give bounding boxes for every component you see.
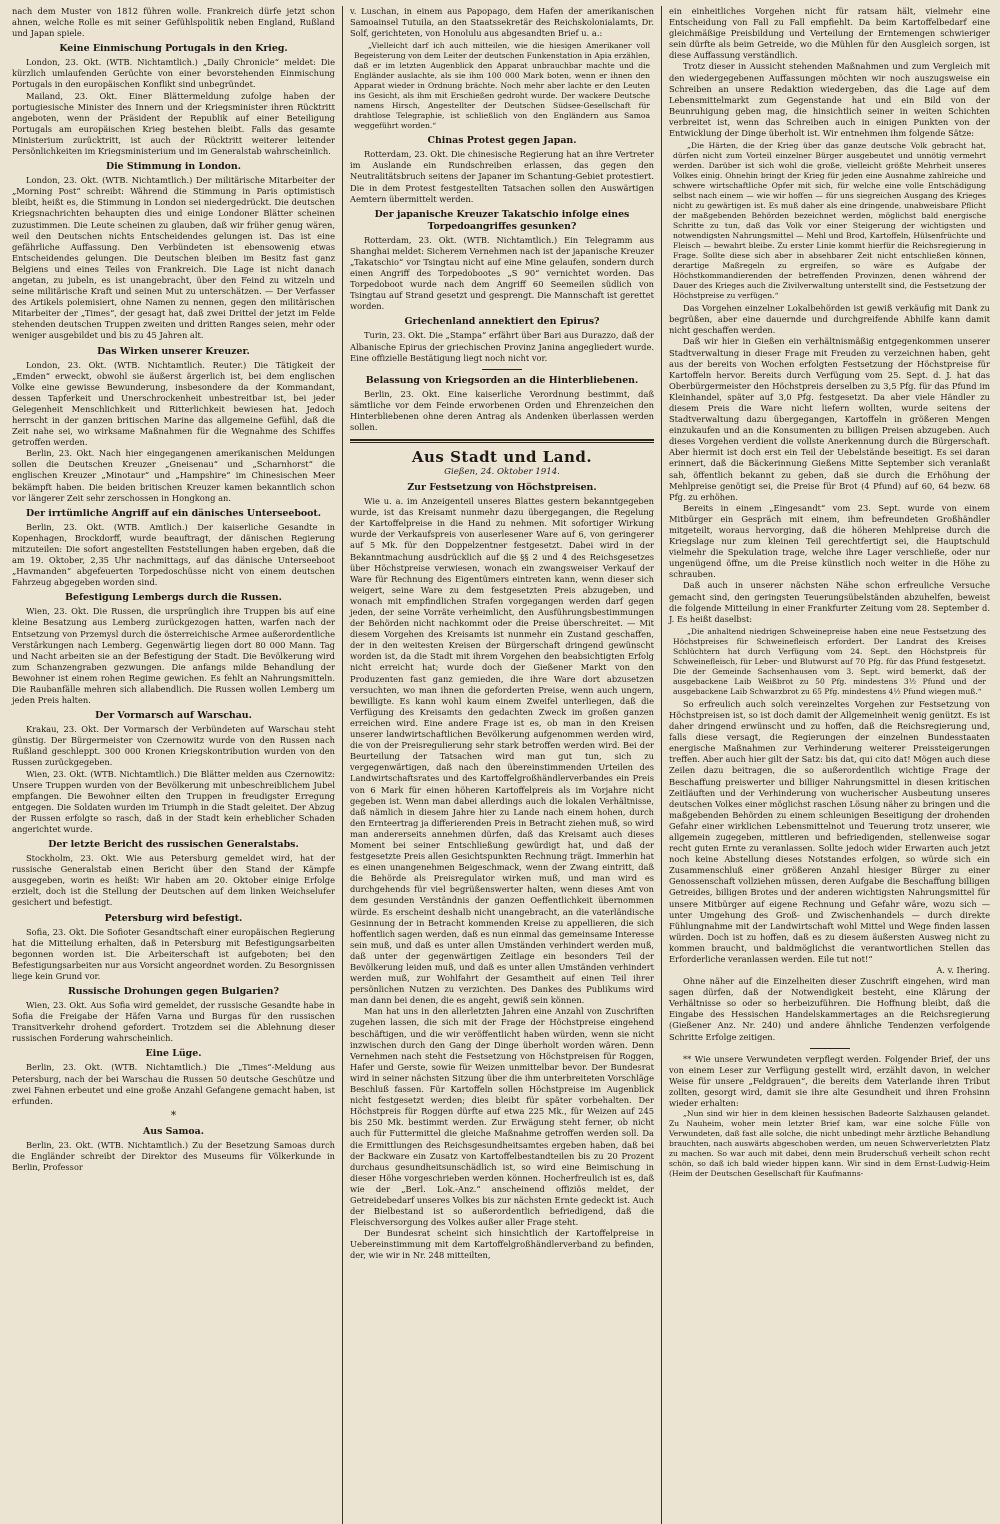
heavy-rule [350, 439, 654, 441]
column-2 [342, 6, 662, 1524]
article-headline: Belassung von Kriegsorden an die Hinterbliebenen. [365, 374, 639, 386]
article-paragraph: Wien, 23. Okt. Die Russen, die ursprünglich ihre Truppen bis auf eine kleine Besatzung aus Lemberg zurückgezogen hatten, warfen nach der Entsetzung von Przemysl durch die österreichische Armee außerordentliche Verstärkungen nach Lemberg. Gegenwärtig liegen dort 80 000 Mann. Tag und Nacht arbeiten sie an der Befestigung der Stadt. Die Bevölkerung wird zum Schanzengraben gezwungen. Die anfangs milde Behandlung der Bewohner ist einem rohen Regime gewichen. Es fehlt an Nahrungsmitteln. Die Raubanfälle mehren sich allabendlich. Die Russen wollen Lemberg um jeden Preis halten. [12, 606, 335, 706]
article-paragraph: ** Wie unsere Verwundeten verpflegt werden. Folgender Brief, der uns von einem Leser zur Verfügung gestellt wird, erzählt davon, in welcher Weise für unsere „Feldgrauen“, die bereits dem Vaterlande ihren Tribut zollten, gesorgt wird, damit sie ihre alte Gesundheit und ihren Frohsinn wieder erhalten: [669, 1053, 990, 1109]
article-headline: Der Vormarsch auf Warschau. [95, 710, 252, 722]
short-divider [810, 1048, 850, 1049]
article-paragraph: Das Vorgehen einzelner Lokalbehörden ist gewiß verkäufig mit Dank zu begrüßen, aber eine dauernde und durchgreifende Abhilfe kann damit nicht geschaffen werden. [669, 303, 990, 336]
quote-paragraph: „Die anhaltend niedrigen Schweinepreise haben eine neue Festsetzung des Höchstpreises für Schweinefleisch erfordert. Der Landrat des Kreises Schlüchtern hat durch Verfügung vom 24. Sept. den Höchstpreis für Schweinefleisch, für Leber- und Blutwurst auf 70 Pfg. für das Pfund festgesetzt. Die der Gemeinde Sachsenhausen vom 3. Sept. wird bemerkt, daß der ausgebackene Laib Weißbrot zu 50 Pfg. mindestens 3½ Pfund und der ausgebackene Laib Schwarzbrot zu 65 Pfg. mindestens 4½ Pfund wiegen muß.“ [673, 626, 986, 696]
article-paragraph: ein einheitliches Vorgehen nicht für ratsam hält, vielmehr eine Entscheidung von Fall zu Fall empfiehlt. Da beim Kartoffelbedarf eine gleichmäßige Preisbildung und Verteilung der Erntemengen schwieriger sein dürfte als beim Getreide, wo die Mühlen für den Ausgleich sorgen, ist diese Auffassung verständlich. [669, 6, 990, 61]
article-paragraph: London, 23. Okt. (WTB. Nichtamtlich. Reuter.) Die Tätigkeit der „Emden“ erweckt, obwohl sie äußerst ärgerlich ist, bei dem englischen Volke eine gewisse Bewunderung, insbesondere da der Kommandant, dessen Tapferkeit und Unerschrockenheit unbestreitbar ist, bei jeder Gelegenheit Menschlichkeit und Ritterlichkeit bewiesen hat. Jedoch herrscht in der ganzen britischen Marine das allgemeine Gefühl, daß die Zeit nahe sei, wo wirksame Maßnahmen für die Wegnahme des Schiffes getroffen werden. [12, 359, 335, 448]
article-paragraph: Wie u. a. im Anzeigenteil unseres Blattes gestern bekanntgegeben wurde, ist das Kreisamt nunmehr dazu übergegangen, die Regelung der Kartoffelpreise in die Hand zu nehmen. Mit sofortiger Wirkung wurde der Verkaufspreis von auserlesener Ware auf 6, von geringerer auf 5 Mk. für den Doppelzentner festgesetzt. Dabei wird in der Bekanntmachung ausdrücklich auf die §§ 2 und 4 des Reichsgesetzes über Höchstpreise verwiesen, wonach ein zwangsweiser Verkauf der Ware für Rechnung des Eigentümers eintreten kann, wenn dieser sich weigert, seine Ware zu dem festgesetzten Preis abzugeben, und wonach mit empfindlichen Strafen vorgegangen werden darf gegen jeden, der seine Vorräte verheimlicht, den Ausführungsbestimmungen der Behörden nicht nachkommt oder die Preise überschreitet. — Mit diesem Vorgehen des Kreisamts ist nunmehr ein Zustand geschaffen, der in den weitesten Kreisen der Bürgerschaft dringend gewünscht worden ist, da die Stadt mit ihrem Vorgehen den beabsichtigten Erfolg nicht erreicht hat; wurde doch der Gießener Markt von den Produzenten fast ganz gemieden, die ihre Ware dort abzusetzen versuchten, wo man ihnen die geforderten Preise, wenn auch ungern, bewilligte. Es kann wohl kaum einem Zweifel unterliegen, daß die Verfügung des Kreisamts den gedachten Zweck im großen ganzen erreichen wird. Eine andere Frage ist es, ob man in den Kreisen unserer landwirtschaftlichen Bevölkerung aufgenommen werden wird, die von der Preisregulierung sehr stark betroffen werden wird. Bei der Beurteilung der Tatsachen wird man gut tun, sich zu vergegenwärtigen, daß nach den übereinstimmenden Urteilen des Landwirtschaftsrates und des Kartoffelgroßhändlerverbandes ein Preis von 6 Mark für einen höheren Kartoffelpreis als im Vorjahre nicht gegeben ist. Wenn man dabei allerdings auch die lokalen Verhältnisse, daß nämlich in diesem Jahre hier zu Lande nach einem hohen, durch den Ernteertrag ja differierenden Preis in Betracht ziehen muß, so wird man andererseits annehmen dürfen, daß das Kreisamt auch dieses Moment bei seiner Entschließung gewürdigt hat, und daß der festgesetzte Preis allen Gesichtspunkten Rechnung trägt. Immerhin hat es einen unangenehmen Beigeschmack, wenn der Zwang eintritt, daß die Behörde als Preisregulator wirken muß, und man wird es durchgehends für viel begrüßenswerter halten, wenn dieses Amt von dem gesunden Verständnis der ganzen Oeffentlichkeit übernommen würde. Es erscheint deshalb nicht unangebracht, an die vaterländische Gesinnung der in Betracht kommenden Kreise zu appellieren, die sich hoffentlich sagen werden, daß es nun einmal das gemeinsame Interesse sein muß, und daß es unter allen Umständen verhindert werden muß, daß unter der gegenwärtigen Zeitlage ein besonders Teil der Bevölkerung leiden muß, und daß es unter allen Umständen verhindert werden muß, zur Wohlfahrt der Gesamtheit auf einen Teil ihrer persönlichen Nutzen zu verzichten. Des Dankes des Publikums wird man dann bei denen, die es angeht, gewiß sein können. [350, 496, 654, 1006]
letter-paragraph: „Nun sind wir hier in dem kleinen hessischen Badeorte Salzhausen gelandet. Zu Nauheim, woher mein letzter Brief kam, war eine solche Fülle von Verwundeten, daß fast alle solche, die nicht unbedingt mehr ärztliche Behandlung brauchten, nach auswärts abgeschoben werden, um neuen Schwerverletzten Platz zu machen. So war auch mit dabei, denn mein Bruderschuß verheilt schon recht schön, so daß ich bald wieder hippen kann. Wir sind in dem Ernst-Ludwig-Heim (Heim der Deutschen Gesellschaft für Kaufmanns- [669, 1109, 990, 1179]
article-paragraph: Berlin, 23. Okt. Nach hier eingegangenen amerikanischen Meldungen sollen die Deutschen Kreuzer „Gneisenau“ und „Scharnhorst“ die englischen Kreuzer „Minotaur“ und „Hampshire“ im Chinesischen Meer bekämpft haben. Die beiden britischen Kreuzer kamen bekanntlich schon vor längerer Zeit sehr zerschossen in Hongkong an. [12, 448, 335, 503]
article-paragraph: Krakau, 23. Okt. Der Vormarsch der Verbündeten auf Warschau steht günstig. Der Bürgermeister von Czernowitz wurde von den Russen nach Rußland geschleppt. 300 000 Kronen Kriegskontribution wurden von den Russen zurückgegeben. [12, 724, 335, 768]
article-headline: Petersburg wird befestigt. [104, 912, 243, 924]
article-headline: Befestigung Lembergs durch die Russen. [65, 592, 282, 604]
article-paragraph: Trotz dieser in Aussicht stehenden Maßnahmen und zum Vergleich mit den wiedergegebenen Auffassungen möchten wir noch auszugsweise ein Schreiben an unsere Redaktion wiedergeben, das die Lage auf dem Lebensmittelmarkt zum Gegenstande hat und ein Bild von der Beunruhigung geben mag, die hinsichtlich seiner in weiten Schichten verbreitet ist, wenn das Schreiben auch in einigen Punkten von der Entwicklung der Dinge überholt ist. Wir entnehmen ihm folgende Sätze: [669, 61, 990, 139]
section-title: Aus Stadt und Land. [411, 448, 593, 467]
article-paragraph: So erfreulich auch solch vereinzeltes Vorgehen zur Festsetzung von Höchstpreisen ist, so ist doch damit der Allgemeinheit wenig genützt. Es ist daher dringend erwünscht und zu hoffen, daß die Reichsregierung und, falls diese versagt, die Regierungen der einzelnen Bundesstaaten energische Maßnahmen zur Verhinderung weiterer Preissteigerungen treffen. Aber auch hier gilt der Satz: bis dat, qui cito dat! Mögen auch diese Zeilen dazu beitragen, die so außerordentlich wichtige Frage der Beschaffung preiswerter und billiger Nahrungsmittel in diesen kritischen Zeitläuften und der Verhinderung von wucherischer Ausbeutung unseres deutschen Volkes einer möglichst raschen Lösung näher zu bringen und die maßgebenden Behörden zu einem schleunigen Beseitigung der drohenden Gefahr einer wirklichen Lebensmittelnot und Teuerung trotz unserer, wie allgemein zugegeben, mittleren und befriedigenden, stellenweise sogar recht guten Ernte zu veranlassen. Sollte jedoch wider Erwarten auch jetzt noch keine Abstellung dieses Notstandes erfolgen, so würde sich ein Zusammenschluß einer größeren Anzahl hiesiger Bürger zu einer Genossenschaft vollziehen müssen, deren Aufgabe die Beschaffung billigen Getreides, billigen Brotes und der anderen wichtigsten Nahrungsmittel für unsere Mitbürger auf eigene Rechnung und Gefahr wäre, wozu sich — unter Umgehung des Groß- und Zwischenhandels — durch direkte Fühlungnahme mit der Landwirtschaft wohl Mittel und Wege finden lassen würden. Doch ist zu hoffen, daß es zu diesem äußersten Ausweg nicht zu kommen braucht, und baldmöglichst die verantwortlichen Stellen das Erforderliche veranlassen werden. Eile tut not!“ [669, 698, 990, 964]
article-paragraph: Rotterdam, 23. Okt. Die chinesische Regierung hat an ihre Vertreter im Auslande ein Rundschreiben erlassen, das gegen den Neutralitätsbruch seitens der Japaner im Schantung-Gebiet protestiert. Die in dem Protest festgestellten Tatsachen sollen den Auswärtigen Aemtern übermittelt werden. [350, 149, 654, 204]
article-headline: Russische Drohungen gegen Bulgarien? [68, 986, 279, 998]
section-divider [350, 439, 654, 443]
article-paragraph: Berlin, 23. Okt. Eine kaiserliche Verordnung bestimmt, daß sämtliche vor dem Feinde erworbenen Orden und Ehrenzeichen den Hinterbliebenen ohne deren Antrag als Andenken überlassen werden sollen. [350, 388, 654, 432]
article-paragraph: Bereits in einem „Eingesandt“ vom 23. Sept. wurde von einem Mitbürger ein Gespräch mit einem, ihm befreundeten Großhändler mitgeteilt, woraus hervorging, daß die höheren Mehlpreise durch die Kriegslage nur zum kleinen Teil gerechtfertigt sei, die Hauptschuld vielmehr die Spekulation trage, welche ihre Lager verschließe, oder nur ungenügend öffne, um die Preise künstlich noch weiter in die Höhe zu schrauben. [669, 502, 990, 580]
article-paragraph: Turin, 23. Okt. Die „Stampa“ erfährt über Bari aus Durazzo, daß der Albanische Epirus der griechischen Provinz Janina angegliedert wurde. Eine offizielle Bestätigung liegt noch nicht vor. [350, 330, 654, 363]
article-paragraph: London, 23. Okt. (WTB. Nichtamtlich.) „Daily Chronicle“ meldet: Die kürzlich umlaufenden Gerüchte von einer bevorstehenden Einmischung Portugals in den europäischen Konflikt sind unbegründet. [12, 57, 335, 90]
article-paragraph: Stockholm, 23. Okt. Wie aus Petersburg gemeldet wird, hat der russische Generalstab einen Bericht über den Stand der Kämpfe ausgegeben, worin es heißt: Wir haben am 20. Oktober einige Erfolge erzielt, doch ist die Stellung der Deutschen auf dem linken Weichselufer gesichert und befestigt. [12, 853, 335, 908]
article-headline: Chinas Protest gegen Japan. [427, 135, 577, 147]
article-headline: Griechenland annektiert den Epirus? [404, 316, 600, 328]
article-headline: Der japanische Kreuzer Takatschio infolge eines Torpedoangriffes gesunken? [374, 208, 630, 232]
article-paragraph: Rotterdam, 23. Okt. (WTB. Nichtamtlich.) Ein Telegramm aus Shanghai meldet: Sicherem Vernehmen nach ist der japanische Kreuzer „Takatschio“ vor Tsingtau nicht auf eine Mine gelaufen, sondern durch einen Angriff des Torpedobootes „S 90“ vernichtet worden. Das Torpedoboot wurde nach dem Angriff 60 Seemeilen südlich von Tsingtau auf Strand gesetzt und gesprengt. Die Mannschaft ist gerettet worden. [350, 234, 654, 312]
quote-paragraph: „Vielleicht darf ich auch mitteilen, wie die hiesigen Amerikaner voll Begeisterung von dem Leiter der deutschen Funkenstation in Apia erzählen, daß er im letzten Augenblick den Apparat unbrauchbar machte und die Engländer auslachte, als sie ihm 100 000 Mark boten, wenn er ihnen den Apparat wieder in Ordnung brächte. Noch mehr aber lachte er den Leuten ins Gesicht, als ihm mit Erschießen gedroht wurde. Der wackere Deutsche namens Hirsch, Angestellter der Deutschen Südsee-Gesellschaft für drahtlose Telegraphie, ist schließlich von den Engländern aus Samoa weggeführt worden.“ [354, 41, 650, 131]
article-paragraph: Daß wir hier in Gießen ein verhältnismäßig entgegenkommen unserer Stadtverwaltung in dieser Frage mit Freuden zu verzeichnen haben, geht aus der bereits von Wochen erfolgten Festsetzung der Höchstpreise für Kartoffeln hervor. Bereits durch Verfügung vom 25. Sept. d. J. hat das Oberbürgermeister den Höchstpreis derselben zu 3,5 Pfg. für das Pfund im Kleinhandel, später auf 3,0 Pfg. festgesetzt. Da aber viele Händler zu diesem Preis die Ware nicht liefern wollten, wurde seitens der Stadtverwaltung dazu übergegangen, Kartoffeln in größeren Mengen einzukaufen und an die Konsumenten zu billigen Preisen abzugeben. Auch dieses Vorgehen verdient die vollste Anerkennung durch die Bürgerschaft. Aber hiermit ist doch erst ein Teil der Uebelstände beseitigt. Es sei daran erinnert, daß die Bäckerinnung Gießens Mitte September sich veranlaßt sah, öffentlich bekannt zu geben, daß sie durch die Erhöhung der Mehlpreise genötigt sei, die Preise für Brot (4 Pfund) auf 60, 64 bezw. 68 Pfg. zu erhöhen. [669, 336, 990, 502]
quote-paragraph: „Die Härten, die der Krieg über das ganze deutsche Volk gebracht hat, dürfen nicht zum Vorteil einzelner Bürger ausgebeutet und unnötig vermehrt werden. Darüber ist sich wohl die große, vielleicht größte Mehrheit unseres Volkes einig. Ohnehin bringt der Krieg für jeden eine Ausnahme zahlreiche und schwere wirtschaftliche Opfer mit sich, für welche eine volle Entschädigung selbst nach einem — wie wir hoffen — für uns siegreichen Ausgang des Krieges nicht zu gewärtigen ist. Es muß daher als eine dringende, unabweisbare Pflicht der maßgebenden Behörden bezeichnet werden, möglichst bald energische Schritte zu tun, daß das Volk vor einer Steigerung der wichtigsten und notwendigsten Nahrungsmittel — Mehl und Brod, Kartoffeln, Hülsenfrüchte und Fleisch — bewahrt bleibe. Zu erster Linie kommt hierfür die Reichsregierung in Frage. Sollte diese sich aber in absehbarer Zeit nicht entschließen können, derartige Maßregeln zu ergreifen, so wäre es Aufgabe der Höchstkommandierenden der betreffenden Provinzen, denen während der Dauer des Krieges auch die Zivilverwaltung unterstellt sind, die Festsetzung der Höchstpreise zu verfügen.“ [673, 141, 986, 301]
article-paragraph: Wien, 23. Okt. (WTB. Nichtamtlich.) Die Blätter melden aus Czernowitz: Unsere Truppen wurden von der Bevölkerung mit unbeschreiblichem Jubel empfangen. Die Bewohner eilten den Truppen in freudigster Erregung entgegen. Die Soldaten wurden im Triumph in die Stadt geleitet. Der Abzug der Russen erfolgte so rasch, daß in der Stadt kein erheblicher Schaden angerichtet wurde. [12, 768, 335, 834]
article-headline: Der letzte Bericht des russischen Generalstabs. [48, 839, 299, 851]
article-paragraph: nach dem Muster von 1812 führen wolle. Frankreich dürfe jetzt schon ahnen, welche Rolle es mit seiner Gefühlspolitik neben England, Rußland und Japan spiele. [12, 6, 335, 39]
letter-excerpt [669, 1109, 990, 1179]
article-paragraph: Berlin, 23. Okt. (WTB. Amtlich.) Der kaiserliche Gesandte in Kopenhagen, Brockdorff, wurde beauftragt, der dänischen Regierung mitzuteilen: Die sofort angestellten Feststellungen haben ergeben, daß die am 19. Oktober, 2,35 Uhr nachmittags, auf das dänische Unterseeboot „Havmanden“ abgefeuerten Torpedoschüsse nicht von einem deutschen Fahrzeug abgegeben worden sind. [12, 521, 335, 588]
column-1 [10, 6, 342, 1524]
article-paragraph: London, 23. Okt. (WTB. Nichtamtlich.) Der militärische Mitarbeiter der „Morning Post“ schreibt: Während die Stimmung in Paris optimistisch bleibt, heißt es, die Stimmung in London sei niedergedrückt. Die deutschen Kriegsnachrichten behaupten dies und einige Londoner Blätter scheinen zuzustimmen. Die Leute scheinen zu glauben, daß wir früher genug wären, weil den Deutschen nichts Entscheidendes gelungen ist. Das ist eine gefährliche Auffassung. Den Verbündeten ist ebensowenig etwas Entscheidendes gelungen. Die Deutschen bleiben im Besitz fast ganz Belgiens und eines Teiles von Frankreich. Die Lage ist nicht danach angetan, zu jubeln, es ist unangebracht, über den Feind zu witzeln und seine militärische Kraft und seinen Mut zu unterschätzen. — Der Verfasser des Artikels polemisiert, ohne Namen zu nennen, gegen den militärischen Mitarbeiter der „Times“, der gesagt hat, daß zwei Drittel der jetzt im Felde stehenden deutschen Truppen zweiten und dritten Ranges seien, mehr oder weniger ausgebildet und bis zu 45 Jahren alt. [12, 175, 335, 341]
article-paragraph: Berlin, 23. Okt. (WTB. Nichtamtlich.) Die „Times“-Meldung aus Petersburg, nach der bei Warschau die Russen 50 deutsche Geschütze und zwei Fahnen erbeutet und eine große Anzahl Gefangene gemacht haben, ist erfunden. [12, 1062, 335, 1106]
article-paragraph: Berlin, 23. Okt. (WTB. Nichtamtlich.) Zu der Besetzung Samoas durch die Engländer schreibt der Direktor des Museums für Völkerkunde in Berlin, Professor [12, 1139, 335, 1172]
quoted-text [673, 141, 986, 301]
article-paragraph: Daß auch in unserer nächsten Nähe schon erfreuliche Versuche gemacht sind, den geringsten Teuerungsübelständen abzuhelfen, beweist die folgende Mitteilung in einer Frankfurter Zeitung vom 28. September d. J. Es heißt daselbst: [669, 580, 990, 624]
article-headline: Zur Festsetzung von Höchstpreisen. [407, 482, 597, 494]
asterisk-divider: * [170, 1108, 177, 1122]
article-paragraph: v. Luschan, in einem aus Papopago, dem Hafen der amerikanischen Samoainsel Tutuila, an den Staatssekretär des Reichskolonialamts, Dr. Solf, gerichteten, von Honolulu aus abgesandten Brief u. a.: [350, 6, 654, 39]
article-headline: Aus Samoa. [143, 1125, 204, 1137]
article-headline: Das Wirken unserer Kreuzer. [97, 345, 250, 357]
article-headline: Keine Einmischung Portugals in den Krieg. [59, 43, 288, 55]
article-paragraph: Sofia, 23. Okt. Die Sofioter Gesandtschaft einer europäischen Regierung hat die Mitteilung erhalten, daß in Petersburg mit Befestigungsarbeiten begonnen worden ist. Die Arbeiterschaft ist aufgeboten; bei den Befestigungsarbeiten nur aus Vorsicht angeordnet worden. Zu Besorgnissen liege kein Grund vor. [12, 926, 335, 981]
article-paragraph: Wien, 23. Okt. Aus Sofia wird gemeldet, der russische Gesandte habe in Sofia die Freigabe der Häfen Varna und Burgas für den russischen Transitverkehr drohend gefordert. Trotzdem sei die Ablehnung dieser russischen Forderung wahrscheinlich. [12, 1000, 335, 1044]
columns [10, 6, 992, 1524]
quoted-text [673, 627, 986, 697]
author-signature: A. v. Ihering. [936, 965, 990, 976]
article-paragraph: Ohne näher auf die Einzelheiten dieser Zuschrift eingehen, wird man sagen dürfen, daß der Notwendigkeit besteht, eine Klärung der Verhältnisse so oder so herbeizuführen. Die Hoffnung bleibt, daß die Eingabe des Hessischen Handelskammertages an die Reichsregierung (Gießener Anz. Nr. 240) und andere ähnliche Tendenzen verfolgende Schritte Erfolge zeitigen. [669, 976, 990, 1042]
quoted-text [354, 41, 650, 131]
section-dateline: Gießen, 24. Oktober 1914. [444, 467, 560, 478]
column-3 [662, 6, 992, 1524]
article-paragraph: Mailand, 23. Okt. Einer Blättermeldung zufolge haben der portugiesische Minister des Innern und der Kriegsminister ihren Rücktritt angeboten, wenn der Präsident der Republik auf einer Beteiligung Portugals am europäischen Krieg bestehen bleibt. Falls das gesamte Ministerium zurücktritt, ist auch der Rücktritt weiterer leitender Persönlichkeiten im Kriegsministerium und im Generalstab wahrscheinlich. [12, 90, 335, 157]
article-headline: Eine Lüge. [145, 1048, 202, 1060]
article-headline: Der irrtümliche Angriff auf ein dänisches Unterseeboot. [26, 507, 321, 519]
article-paragraph: Man hat uns in den allerletzten Jahren eine Anzahl von Zuschriften zugehen lassen, die sich mit der Frage der Höchstpreise eingehend beschäftigen, und die wir veröffentlicht haben würden, wenn sie nicht inzwischen durch den Gang der Dinge überholt worden wären. Denn Vernehmen nach steht die Festsetzung von Höchstpreisen für Roggen, Hafer und Gerste, sowie für Weizen unmittelbar bevor. Der Bundesrat wird in seiner nächsten Sitzung über die ihm unterbreiteten Vorschläge Beschluß fassen. Für Kartoffeln sollen Höchstpreise im Augenblick nicht festgesetzt werden; dies bleibt für später vorbehalten. Der Höchstpreis für Roggen dürfte auf etwa 225 Mk., für Weizen auf 245 bis 250 Mk. bestimmt werden. Zur Erwägung steht ferner, ob nicht auch für Futtermittel die gleiche Maßnahme getroffen werden soll. Da die Ermittlungen des Reichsgesundheitsamtes ergeben haben, daß bei der Backware ein Zusatz von Kartoffelbestandteilen bis zu 20 Prozent durchaus gesundheitsunschädlich ist, so wird eine Beimischung in dieser Höhe vorgeschrieben werden können. Hocherfreulich ist es, daß wie der „Berl. Lok.-Anz.“ anscheinend offiziös meldet, der Getreidebedarf unseres Volkes bis zur nächsten Ernte gedeckt ist. Auch der Bielbestand ist so außerordentlich befriedigend, daß die Fleischversorgung des Volkes außer aller Frage steht. [350, 1006, 654, 1228]
article-paragraph: Der Bundesrat scheint sich hinsichtlich der Kartoffelpreise in Uebereinstimmung mit dem Kartoffelgroßhändlerverband zu befinden, der, wie wir in Nr. 248 mitteilten, [350, 1228, 654, 1261]
short-divider [482, 369, 522, 370]
article-headline: Die Stimmung in London. [105, 161, 242, 173]
thin-rule [350, 442, 654, 443]
